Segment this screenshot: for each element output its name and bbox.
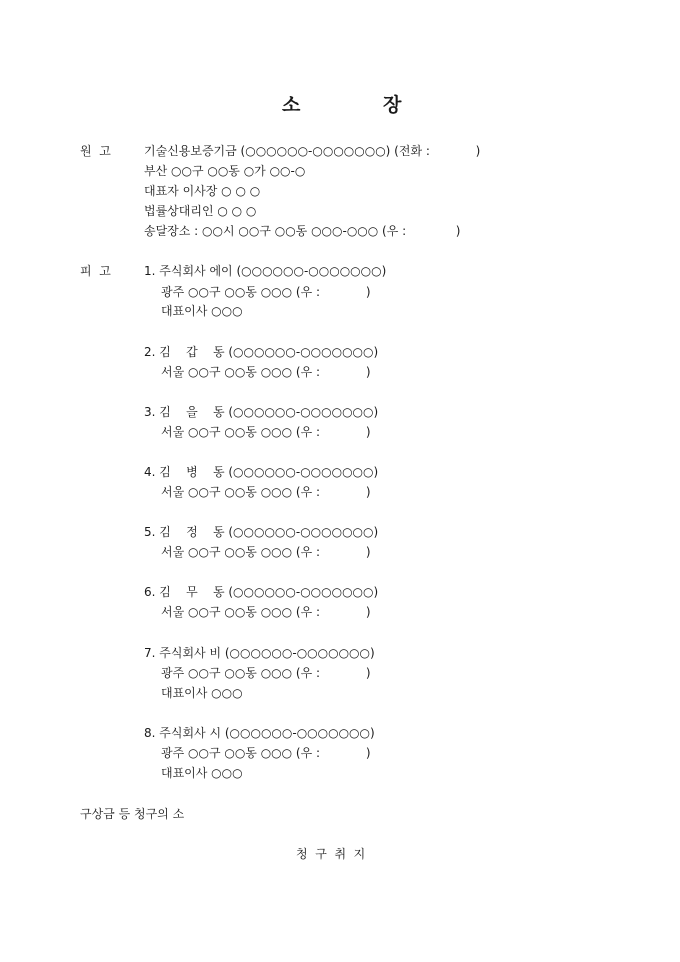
defendant-entry-head: 7. 주식회사 비 (○○○○○○-○○○○○○○) bbox=[144, 646, 375, 660]
defendant-entry-line: 광주 ○○구 ○○동 ○○○ (우 : ) bbox=[161, 285, 371, 299]
defendant-entry-line: 서울 ○○구 ○○동 ○○○ (우 : ) bbox=[161, 545, 371, 559]
plaintiff-line: 기술신용보증기금 (○○○○○○-○○○○○○○) (전화 : ) bbox=[144, 144, 481, 158]
defendant-entry-line: 서울 ○○구 ○○동 ○○○ (우 : ) bbox=[161, 485, 371, 499]
defendant-entry-head: 4. 김 병 동 (○○○○○○-○○○○○○○) bbox=[144, 465, 379, 479]
defendant-entry-head: 6. 김 무 동 (○○○○○○-○○○○○○○) bbox=[144, 585, 379, 599]
defendant-entry-line: 서울 ○○구 ○○동 ○○○ (우 : ) bbox=[161, 425, 371, 439]
plaintiff-label: 원 고 bbox=[80, 144, 111, 158]
defendant-entry-line: 서울 ○○구 ○○동 ○○○ (우 : ) bbox=[161, 365, 371, 379]
document-title-left: 소 bbox=[282, 94, 301, 116]
defendant-entry-head: 2. 김 갑 동 (○○○○○○-○○○○○○○) bbox=[144, 345, 379, 359]
document-title-right: 장 bbox=[383, 94, 402, 116]
defendant-entry-head: 1. 주식회사 에이 (○○○○○○-○○○○○○○) bbox=[144, 264, 387, 278]
defendant-entry-head: 5. 김 정 동 (○○○○○○-○○○○○○○) bbox=[144, 525, 379, 539]
defendant-entry-head: 8. 주식회사 시 (○○○○○○-○○○○○○○) bbox=[144, 726, 375, 740]
defendant-entry-head: 3. 김 을 동 (○○○○○○-○○○○○○○) bbox=[144, 405, 379, 419]
plaintiff-line: 법률상대리인 ○ ○ ○ bbox=[144, 204, 257, 218]
defendant-label: 피 고 bbox=[80, 264, 111, 278]
plaintiff-line: 송달장소 : ○○시 ○○구 ○○동 ○○○-○○○ (우 : ) bbox=[144, 224, 461, 238]
section-heading: 청 구 취 지 bbox=[296, 847, 366, 861]
defendant-entry-line: 대표이사 ○○○ bbox=[161, 304, 243, 318]
defendant-entry-line: 서울 ○○구 ○○동 ○○○ (우 : ) bbox=[161, 605, 371, 619]
plaintiff-line: 부산 ○○구 ○○동 ○가 ○○-○ bbox=[144, 164, 306, 178]
defendant-entry-line: 대표이사 ○○○ bbox=[161, 686, 243, 700]
case-name: 구상금 등 청구의 소 bbox=[80, 807, 185, 821]
plaintiff-line: 대표자 이사장 ○ ○ ○ bbox=[144, 184, 261, 198]
defendant-entry-line: 광주 ○○구 ○○동 ○○○ (우 : ) bbox=[161, 666, 371, 680]
defendant-entry-line: 대표이사 ○○○ bbox=[161, 766, 243, 780]
defendant-entry-line: 광주 ○○구 ○○동 ○○○ (우 : ) bbox=[161, 746, 371, 760]
